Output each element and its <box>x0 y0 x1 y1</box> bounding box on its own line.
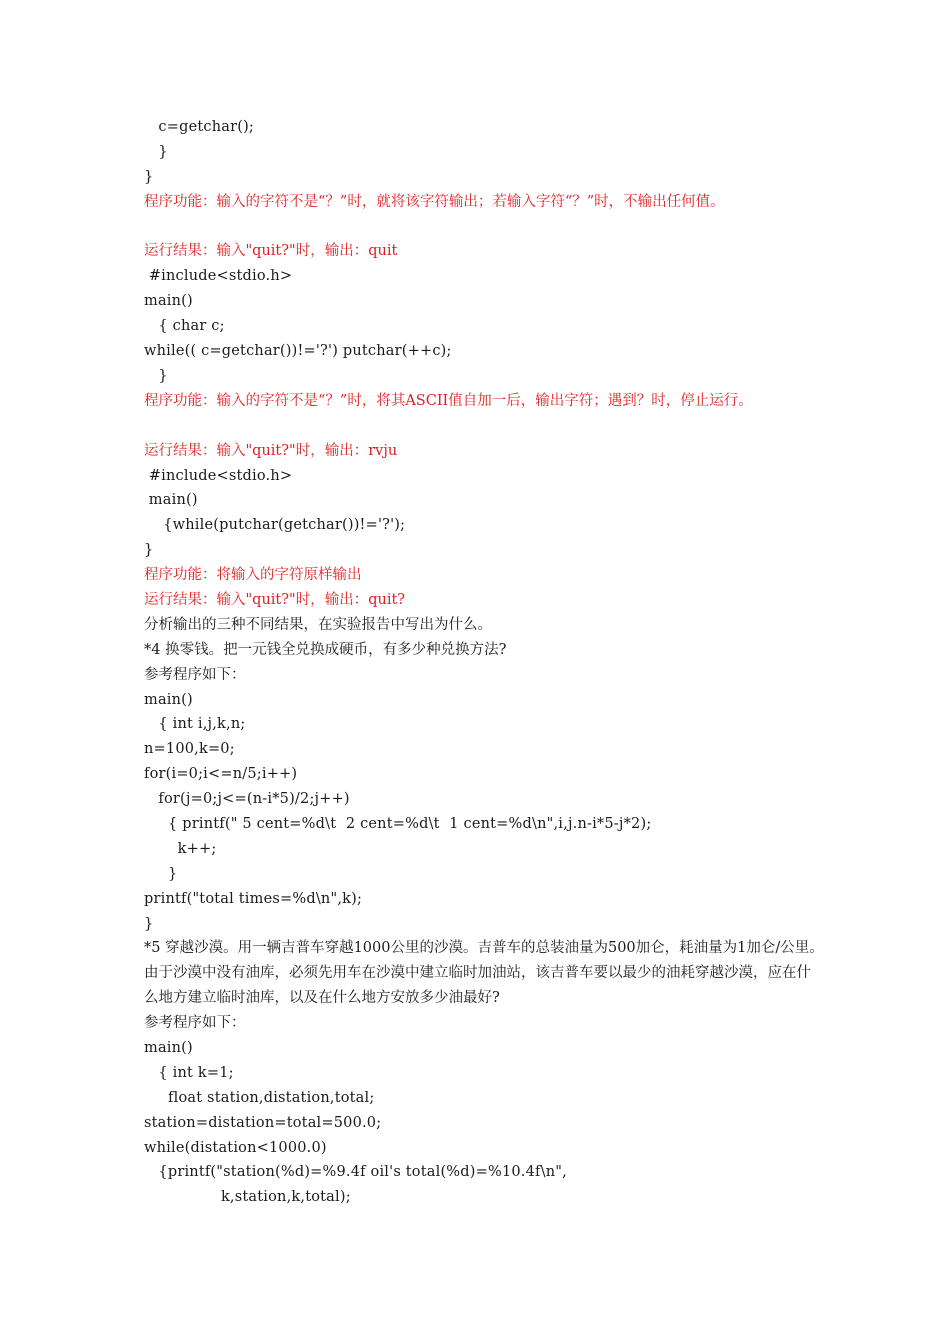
code-line: for(i=0;i<=n/5;i++) <box>144 766 298 783</box>
code-line: {while(putchar(getchar())!='?'); <box>144 517 406 534</box>
program-function-note: 程序功能：将输入的字符原样输出 <box>144 567 362 584</box>
reference-program-label: 参考程序如下： <box>144 666 246 683</box>
run-result-note: 运行结果：输入"quit?"时，输出：rvju <box>144 442 398 459</box>
code-line: main() <box>144 691 193 708</box>
code-line: { printf(" 5 cent=%d\t 2 cent=%d\t 1 cent=%d\n",i,j.n-i*5-j*2); <box>144 815 652 832</box>
reference-program-label: 参考程序如下： <box>144 1015 246 1032</box>
run-result-note: 运行结果：输入"quit?"时，输出：quit? <box>144 591 406 608</box>
code-line: main() <box>144 293 193 310</box>
code-line: main() <box>144 1040 193 1056</box>
code-line: k,station,k,total); <box>144 1189 351 1206</box>
code-line: { int k=1; <box>144 1064 234 1081</box>
document-body <box>144 115 824 1210</box>
code-line: for(j=0;j<=(n-i*5)/2;j++) <box>144 791 350 808</box>
code-line: k++; <box>144 840 217 857</box>
code-line: } <box>144 168 154 185</box>
code-line: #include<stdio.h> <box>144 268 293 285</box>
code-line: n=100,k=0; <box>144 741 235 758</box>
code-line: { char c; <box>144 318 225 335</box>
program-function-note: 程序功能：输入的字符不是“？”时，将其ASCII值自加一后，输出字符；遇到？时，停止运行。 <box>144 392 753 409</box>
run-result-note: 运行结果：输入"quit?"时，输出：quit <box>144 243 398 260</box>
exercise-heading: *5 穿越沙漠。用一辆吉普车穿越1000公里的沙漠。吉普车的总装油量为500加仑，耗油量为1加仑/公里。由于沙漠中没有油库，必须先用车在沙漠中建立临时加油站，该吉普车要以最少的油耗穿越沙漠，应在什么地方建立临时油库，以及在什么地方安放多少油最好? <box>144 940 824 1007</box>
program-function-note: 程序功能：输入的字符不是“？”时，就将该字符输出；若输入字符“？”时，不输出任何值。 <box>144 193 725 210</box>
code-line: {printf("station(%d)=%9.4f oil's total(%d)=%10.4f\n", <box>144 1164 567 1181</box>
analysis-instruction: 分析输出的三种不同结果，在实验报告中写出为什么。 <box>144 616 492 633</box>
code-line: } <box>144 542 154 559</box>
code-line: while(( c=getchar())!='?') putchar(++c); <box>144 343 452 360</box>
code-line: float station,distation,total; <box>144 1089 375 1106</box>
code-line: while(distation<1000.0) <box>144 1139 327 1156</box>
code-line: } <box>144 143 168 160</box>
code-line: #include<stdio.h> <box>144 467 293 484</box>
code-line: c=getchar(); <box>144 119 255 135</box>
code-line: } <box>144 367 168 384</box>
code-line: station=distation=total=500.0; <box>144 1114 382 1131</box>
code-line: main() <box>144 492 198 509</box>
code-line: } <box>144 865 178 882</box>
code-line: printf("total times=%d\n",k); <box>144 890 363 907</box>
code-line: { int i,j,k,n; <box>144 716 246 733</box>
exercise-heading: *4 换零钱。把一元钱全兑换成硬币，有多少种兑换方法? <box>144 641 507 658</box>
code-line: } <box>144 915 154 932</box>
